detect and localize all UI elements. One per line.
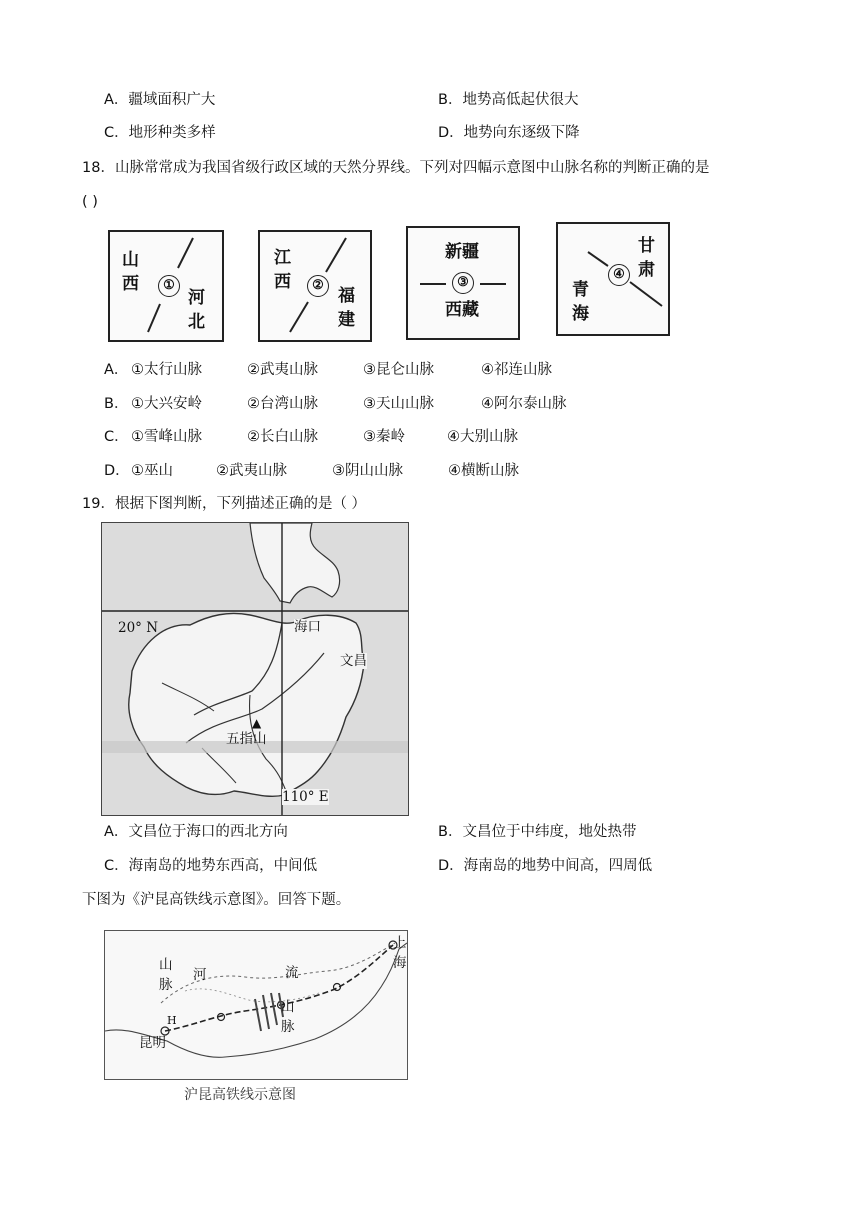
wuzhishan-label: 五指山 (226, 731, 267, 747)
q18-option-b-item-4: ④阿尔泰山脉 (481, 396, 567, 412)
q18-option-a-letter: A． (104, 362, 129, 378)
diagram-4-label-a2: 肃 (638, 260, 655, 280)
rail-label-liu: 流 (285, 965, 299, 981)
diagram-4-label-b2: 海 (572, 304, 589, 324)
q18-option-d-item-3: ③阴山山脉 (332, 463, 403, 479)
q18-option-c-item-4: ④大别山脉 (447, 429, 518, 445)
diagram-2 (258, 230, 372, 342)
q17-option-b: B．地势高低起伏很大 (438, 92, 579, 108)
hainan-map-drawing (102, 523, 408, 815)
q18-option-d-item-4: ④横断山脉 (448, 463, 519, 479)
q18-option-a-item-4: ④祁连山脉 (481, 362, 552, 378)
rail-label-mai2: 脉 (281, 1019, 295, 1035)
kunming-h-label: H (167, 1014, 177, 1027)
diagram-1-number: ① (158, 275, 180, 297)
q17-option-d: D．地势向东逐级下降 (438, 125, 580, 141)
wenchang-label: 文昌 (340, 653, 367, 669)
diagram-2-label-a1: 江 (274, 248, 291, 268)
q18-option-a-item-1: ①太行山脉 (131, 362, 202, 378)
kunming-label: 昆明 (139, 1035, 166, 1051)
diagram-4 (556, 222, 670, 336)
diagram-3-label-top: 新疆 (445, 242, 479, 262)
q18-option-b-item-3: ③天山山脉 (363, 396, 434, 412)
rail-label-shan2: 山 (281, 999, 295, 1015)
hainan-map (101, 522, 409, 816)
q18-option-d-letter: D． (104, 463, 130, 479)
q18-option-d-item-2: ②武夷山脉 (216, 463, 287, 479)
diagram-1-label-a1: 山 (122, 250, 139, 270)
diagram-1 (108, 230, 224, 342)
q18-option-b (104, 394, 567, 414)
q19-option-b: B．文昌位于中纬度，地处热带 (438, 824, 637, 840)
rail-map-drawing (105, 931, 407, 1079)
rail-label-shan: 山 (159, 957, 173, 973)
q18-stem: 18．山脉常常成为我国省级行政区域的天然分界线。下列对四幅示意图中山脉名称的判断正确的是 (82, 160, 710, 176)
diagram-1-label-b1: 河 (188, 288, 205, 308)
q18-option-a (104, 360, 552, 380)
q18-option-a-item-3: ③昆仑山脉 (363, 362, 434, 378)
q18-answer-paren: ( ) (82, 194, 98, 210)
q18-option-c-item-3: ③秦岭 (363, 429, 405, 445)
q19-stem: 19．根据下图判断，下列描述正确的是（ ） (82, 496, 367, 512)
q18-option-b-item-1: ①大兴安岭 (131, 396, 202, 412)
q18-option-b-item-2: ②台湾山脉 (247, 396, 318, 412)
q19-option-d: D．海南岛的地势中间高，四周低 (438, 858, 653, 874)
q17-option-c: C．地形种类多样 (104, 125, 216, 141)
q18-option-b-letter: B． (104, 396, 129, 412)
q18-option-c (104, 427, 518, 447)
shanghai-label-2: 海 (393, 955, 407, 971)
q17-option-a: A．疆域面积广大 (104, 92, 216, 108)
latitude-label: 20° N (118, 620, 159, 636)
diagram-4-number: ④ (608, 264, 630, 286)
diagram-2-number: ② (307, 275, 329, 297)
diagram-3 (406, 226, 520, 340)
rail-label-mai: 脉 (159, 977, 173, 993)
diagram-3-number: ③ (452, 272, 474, 294)
diagram-2-label-b1: 福 (338, 286, 355, 306)
rail-intro: 下图为《沪昆高铁线示意图》。回答下题。 (82, 892, 351, 908)
haikou-label: 海口 (294, 619, 321, 635)
rail-map (104, 930, 408, 1080)
q18-option-a-item-2: ②武夷山脉 (247, 362, 318, 378)
q18-option-d (104, 461, 519, 481)
diagram-1-label-b2: 北 (188, 312, 205, 332)
q18-option-c-letter: C． (104, 429, 129, 445)
diagram-4-label-b1: 青 (572, 280, 589, 300)
q18-option-d-item-1: ①巫山 (131, 463, 173, 479)
peak-icon: ▲ (252, 716, 262, 730)
diagram-3-label-bottom: 西藏 (445, 300, 479, 320)
diagram-1-label-a2: 西 (122, 274, 139, 294)
longitude-label: 110° E (282, 789, 329, 805)
q18-option-c-item-1: ①雪峰山脉 (131, 429, 202, 445)
rail-label-he: 河 (193, 967, 207, 983)
diagram-2-label-a2: 西 (274, 272, 291, 292)
q19-option-a: A．文昌位于海口的西北方向 (104, 824, 288, 840)
shanghai-label-1: 上 (393, 935, 407, 951)
diagram-4-label-a1: 甘 (638, 236, 655, 256)
rail-map-caption: 沪昆高铁线示意图 (184, 1087, 296, 1103)
q19-option-c: C．海南岛的地势东西高，中间低 (104, 858, 318, 874)
q18-option-c-item-2: ②长白山脉 (247, 429, 318, 445)
diagram-2-label-b2: 建 (338, 310, 355, 330)
